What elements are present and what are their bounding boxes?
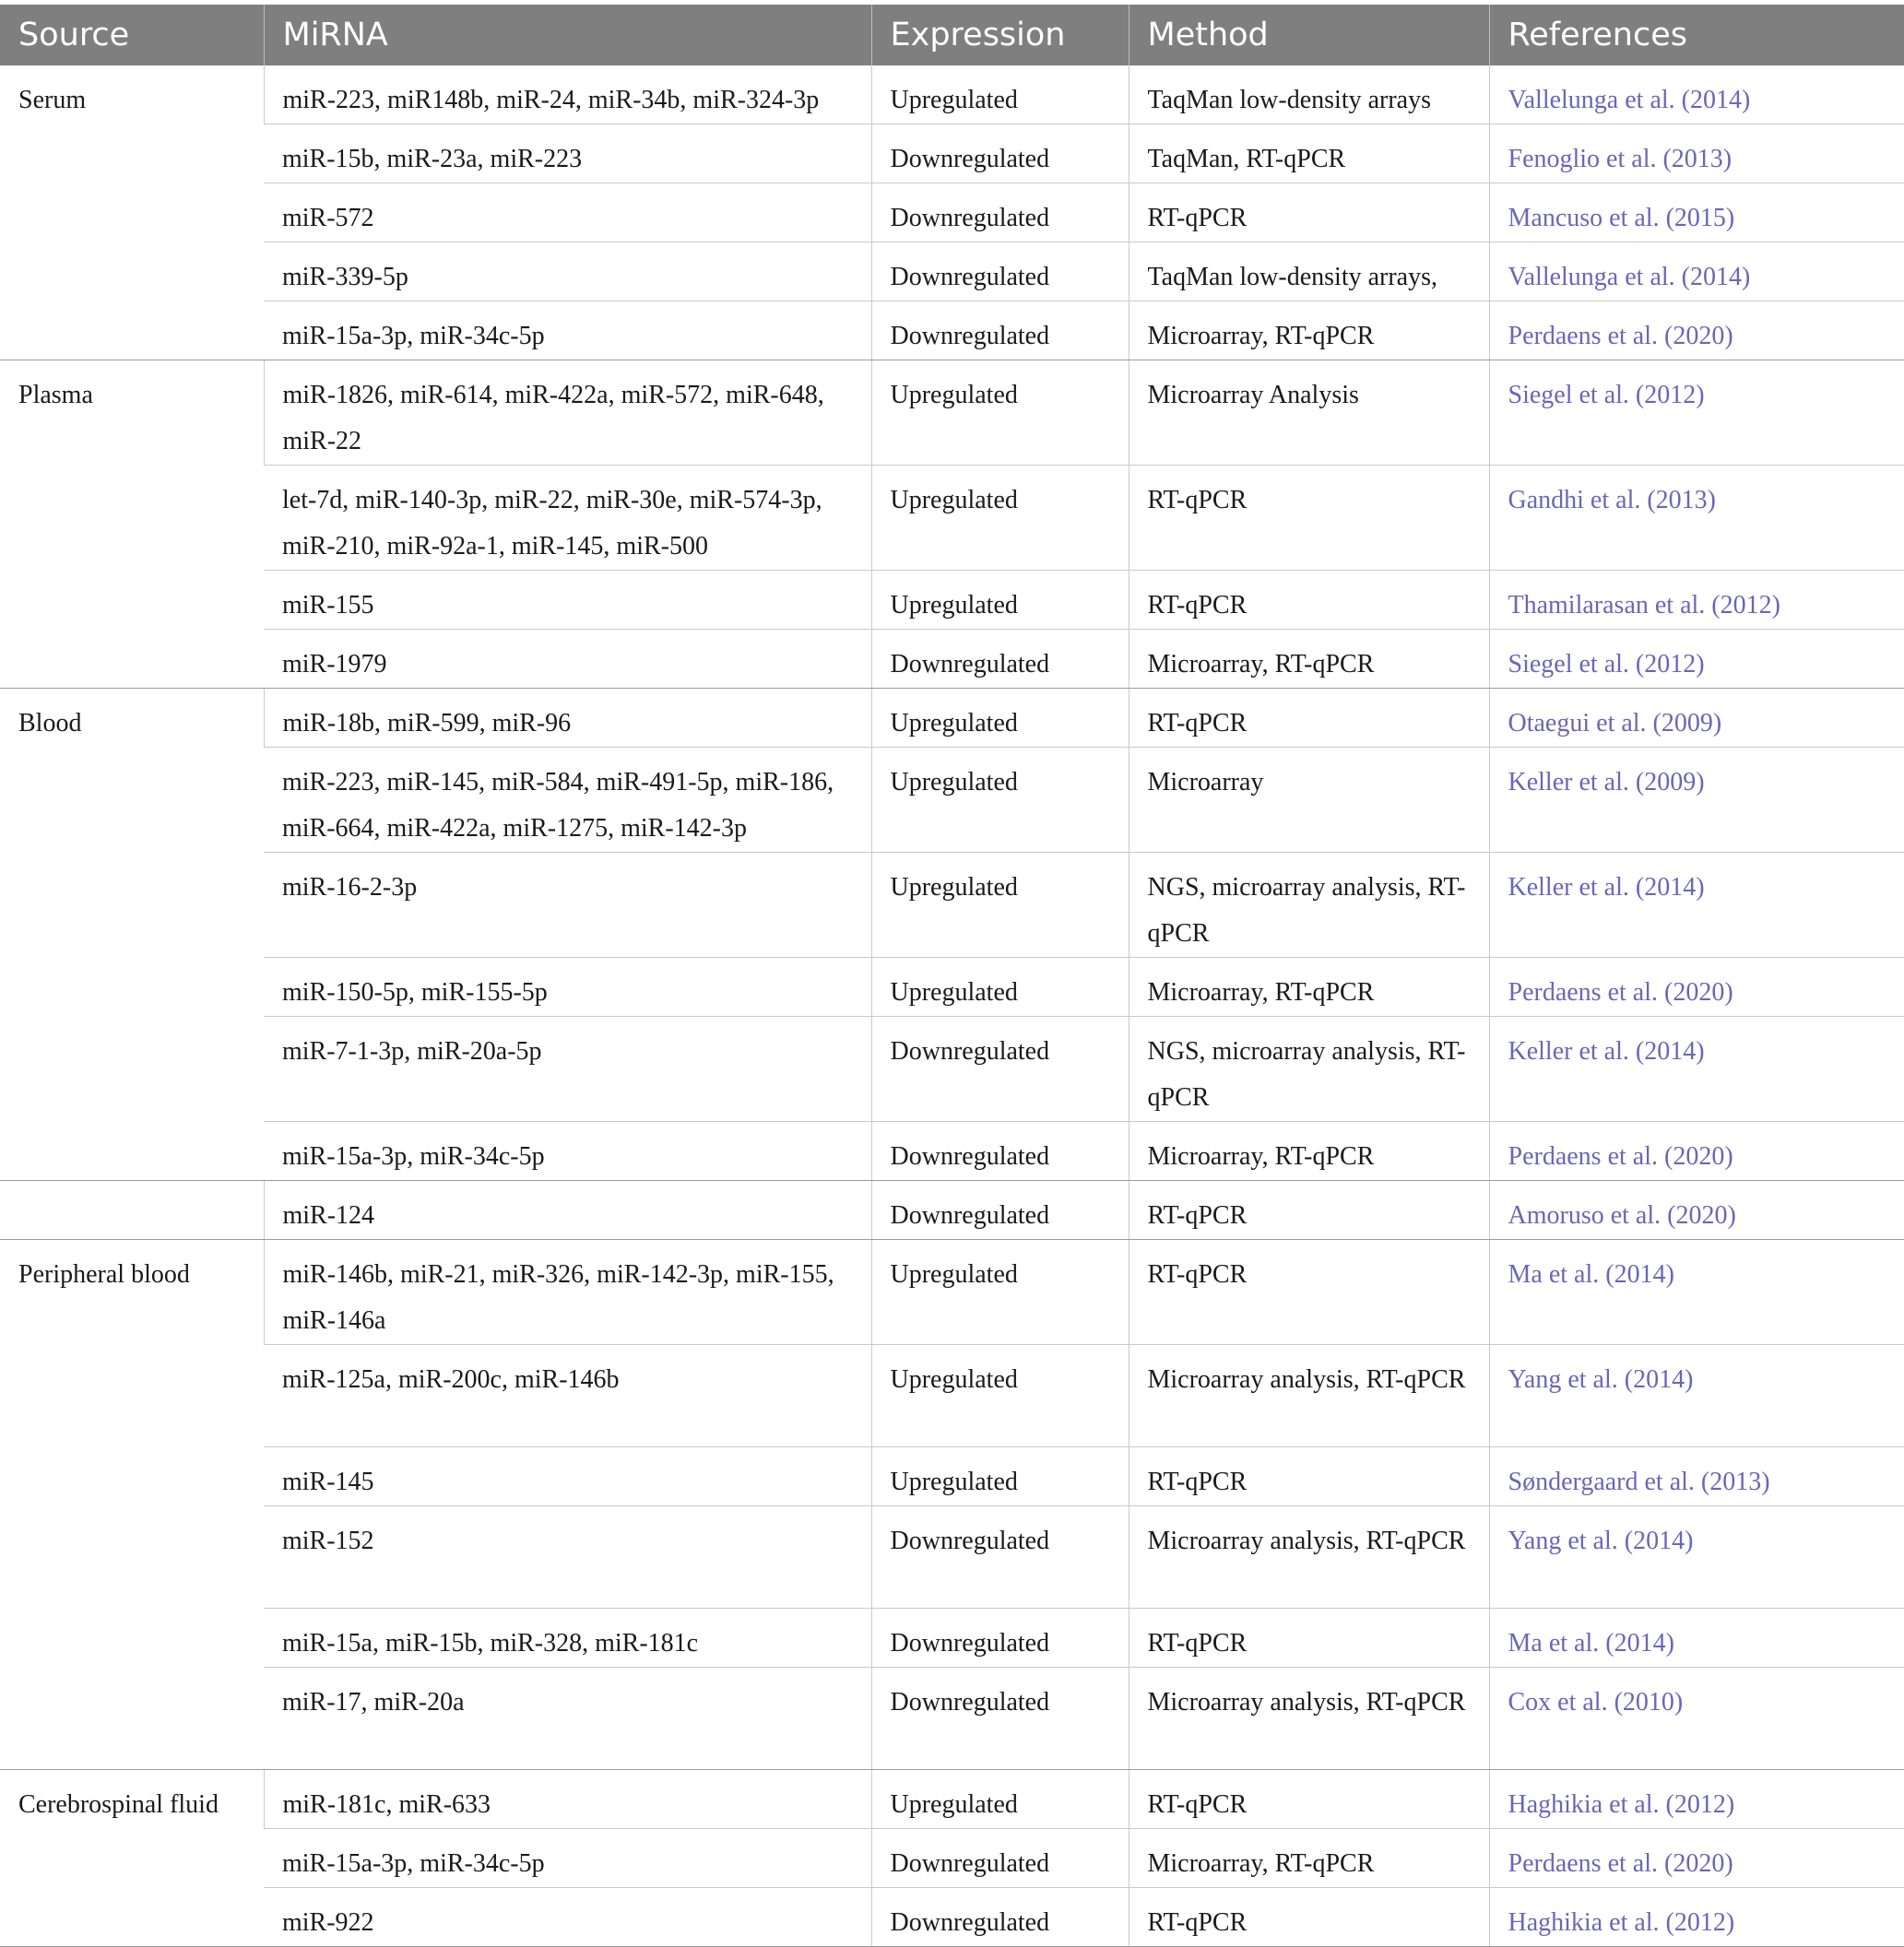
reference-link[interactable]: Vallelunga et al. (2014): [1489, 65, 1904, 124]
header-expression: Expression: [871, 5, 1129, 65]
table-row: [0, 958, 1904, 1017]
table-row: [0, 1609, 1904, 1668]
reference-link[interactable]: Cox et al. (2010): [1489, 1668, 1904, 1770]
header-row: [0, 5, 1904, 65]
table-row: [0, 1122, 1904, 1181]
method-cell: RT-qPCR: [1129, 1181, 1489, 1240]
mirna-cell: miR-125a, miR-200c, miR-146b: [264, 1345, 871, 1447]
table-row: [0, 1240, 1904, 1345]
source-cell: Serum: [0, 65, 264, 360]
reference-link[interactable]: Ma et al. (2014): [1489, 1240, 1904, 1345]
expression-cell: Downregulated: [871, 1506, 1129, 1609]
expression-cell: Upregulated: [871, 748, 1129, 853]
expression-cell: Downregulated: [871, 183, 1129, 242]
expression-cell: Downregulated: [871, 630, 1129, 689]
mirna-cell: miR-145: [264, 1447, 871, 1506]
table-row: [0, 571, 1904, 630]
reference-link[interactable]: Mancuso et al. (2015): [1489, 183, 1904, 242]
reference-link[interactable]: Ma et al. (2014): [1489, 1609, 1904, 1668]
mirna-cell: miR-17, miR-20a: [264, 1668, 871, 1770]
reference-link[interactable]: Thamilarasan et al. (2012): [1489, 571, 1904, 630]
method-cell: Microarray analysis, RT-qPCR: [1129, 1668, 1489, 1770]
expression-cell: Upregulated: [871, 360, 1129, 466]
expression-cell: Upregulated: [871, 1770, 1129, 1829]
method-cell: Microarray analysis, RT-qPCR: [1129, 1345, 1489, 1447]
expression-cell: Upregulated: [871, 689, 1129, 748]
table-row: [0, 183, 1904, 242]
mirna-cell: miR-15a-3p, miR-34c-5p: [264, 1829, 871, 1888]
mirna-cell: miR-16-2-3p: [264, 853, 871, 958]
table-row: [0, 124, 1904, 183]
method-cell: RT-qPCR: [1129, 1447, 1489, 1506]
mirna-cell: miR-7-1-3p, miR-20a-5p: [264, 1017, 871, 1122]
mirna-cell: miR-572: [264, 183, 871, 242]
expression-cell: Downregulated: [871, 1888, 1129, 1947]
expression-cell: Upregulated: [871, 853, 1129, 958]
expression-cell: Downregulated: [871, 242, 1129, 301]
table-row: [0, 466, 1904, 571]
mirna-cell: miR-124: [264, 1181, 871, 1240]
method-cell: RT-qPCR: [1129, 1609, 1489, 1668]
expression-cell: Upregulated: [871, 1447, 1129, 1506]
expression-cell: Upregulated: [871, 466, 1129, 571]
mirna-cell: miR-1826, miR-614, miR-422a, miR-572, miR-648, miR-22: [264, 360, 871, 466]
source-cell: [0, 1181, 264, 1240]
method-cell: Microarray, RT-qPCR: [1129, 1122, 1489, 1181]
reference-link[interactable]: Amoruso et al. (2020): [1489, 1181, 1904, 1240]
header-method: Method: [1129, 5, 1489, 65]
expression-cell: Downregulated: [871, 1017, 1129, 1122]
reference-link[interactable]: Yang et al. (2014): [1489, 1345, 1904, 1447]
mirna-cell: miR-15a, miR-15b, miR-328, miR-181c: [264, 1609, 871, 1668]
table-row: [0, 242, 1904, 301]
method-cell: Microarray, RT-qPCR: [1129, 301, 1489, 360]
reference-link[interactable]: Perdaens et al. (2020): [1489, 958, 1904, 1017]
method-cell: Microarray: [1129, 748, 1489, 853]
table-row: [0, 301, 1904, 360]
expression-cell: Downregulated: [871, 1181, 1129, 1240]
header-references: References: [1489, 5, 1904, 65]
table-row: [0, 1447, 1904, 1506]
expression-cell: Upregulated: [871, 1345, 1129, 1447]
mirna-cell: miR-922: [264, 1888, 871, 1947]
mirna-cell: let-7d, miR-140-3p, miR-22, miR-30e, miR-574-3p, miR-210, miR-92a-1, miR-145, miR-500: [264, 466, 871, 571]
reference-link[interactable]: Keller et al. (2009): [1489, 748, 1904, 853]
expression-cell: Downregulated: [871, 124, 1129, 183]
expression-cell: Upregulated: [871, 571, 1129, 630]
mirna-cell: miR-15b, miR-23a, miR-223: [264, 124, 871, 183]
mirna-cell: miR-223, miR148b, miR-24, miR-34b, miR-324-3p: [264, 65, 871, 124]
table-row: [0, 1017, 1904, 1122]
table-row: [0, 1888, 1904, 1947]
table-row: [0, 1770, 1904, 1829]
table-row: [0, 1506, 1904, 1609]
table-row: [0, 853, 1904, 958]
mirna-cell: miR-1979: [264, 630, 871, 689]
reference-link[interactable]: Keller et al. (2014): [1489, 853, 1904, 958]
method-cell: NGS, microarray analysis, RT-qPCR: [1129, 1017, 1489, 1122]
mirna-cell: miR-15a-3p, miR-34c-5p: [264, 1122, 871, 1181]
source-cell: Peripheral blood: [0, 1240, 264, 1770]
table-row: [0, 65, 1904, 124]
expression-cell: Downregulated: [871, 1122, 1129, 1181]
method-cell: NGS, microarray analysis, RT-qPCR: [1129, 853, 1489, 958]
reference-link[interactable]: Yang et al. (2014): [1489, 1506, 1904, 1609]
mirna-table: [0, 5, 1904, 1947]
table-row: [0, 748, 1904, 853]
method-cell: Microarray, RT-qPCR: [1129, 630, 1489, 689]
expression-cell: Downregulated: [871, 1829, 1129, 1888]
mirna-cell: miR-339-5p: [264, 242, 871, 301]
table-row: [0, 1345, 1904, 1447]
reference-link[interactable]: Vallelunga et al. (2014): [1489, 242, 1904, 301]
mirna-cell: miR-146b, miR-21, miR-326, miR-142-3p, miR-155, miR-146a: [264, 1240, 871, 1345]
mirna-cell: miR-155: [264, 571, 871, 630]
method-cell: RT-qPCR: [1129, 689, 1489, 748]
mirna-cell: miR-152: [264, 1506, 871, 1609]
reference-link[interactable]: Perdaens et al. (2020): [1489, 1122, 1904, 1181]
mirna-cell: miR-223, miR-145, miR-584, miR-491-5p, miR-186, miR-664, miR-422a, miR-1275, miR-142-3p: [264, 748, 871, 853]
method-cell: RT-qPCR: [1129, 1770, 1489, 1829]
method-cell: RT-qPCR: [1129, 1240, 1489, 1345]
header-mirna: MiRNA: [264, 5, 871, 65]
expression-cell: Upregulated: [871, 958, 1129, 1017]
method-cell: RT-qPCR: [1129, 1888, 1489, 1947]
method-cell: Microarray, RT-qPCR: [1129, 1829, 1489, 1888]
header-source: Source: [0, 5, 264, 65]
expression-cell: Upregulated: [871, 1240, 1129, 1345]
reference-link[interactable]: Perdaens et al. (2020): [1489, 301, 1904, 360]
expression-cell: Upregulated: [871, 65, 1129, 124]
method-cell: Microarray analysis, RT-qPCR: [1129, 1506, 1489, 1609]
reference-link[interactable]: Søndergaard et al. (2013): [1489, 1447, 1904, 1506]
reference-link[interactable]: Haghikia et al. (2012): [1489, 1770, 1904, 1829]
source-cell: Plasma: [0, 360, 264, 689]
reference-link[interactable]: Siegel et al. (2012): [1489, 360, 1904, 466]
mirna-cell: miR-18b, miR-599, miR-96: [264, 689, 871, 748]
mirna-cell: miR-15a-3p, miR-34c-5p: [264, 301, 871, 360]
method-cell: RT-qPCR: [1129, 571, 1489, 630]
table-row: [0, 689, 1904, 748]
reference-link[interactable]: Otaegui et al. (2009): [1489, 689, 1904, 748]
mirna-cell: miR-181c, miR-633: [264, 1770, 871, 1829]
reference-link[interactable]: Gandhi et al. (2013): [1489, 466, 1904, 571]
table-row: [0, 1668, 1904, 1770]
method-cell: TaqMan low-density arrays: [1129, 65, 1489, 124]
expression-cell: Downregulated: [871, 301, 1129, 360]
method-cell: RT-qPCR: [1129, 466, 1489, 571]
reference-link[interactable]: Keller et al. (2014): [1489, 1017, 1904, 1122]
method-cell: TaqMan, RT-qPCR: [1129, 124, 1489, 183]
method-cell: Microarray Analysis: [1129, 360, 1489, 466]
table-row: [0, 630, 1904, 689]
mirna-cell: miR-150-5p, miR-155-5p: [264, 958, 871, 1017]
reference-link[interactable]: Perdaens et al. (2020): [1489, 1829, 1904, 1888]
reference-link[interactable]: Haghikia et al. (2012): [1489, 1888, 1904, 1947]
method-cell: TaqMan low-density arrays,: [1129, 242, 1489, 301]
table-row: [0, 1829, 1904, 1888]
source-cell: Cerebrospinal fluid: [0, 1770, 264, 1947]
expression-cell: Downregulated: [871, 1668, 1129, 1770]
table-row: [0, 1181, 1904, 1240]
expression-cell: Downregulated: [871, 1609, 1129, 1668]
table-row: [0, 360, 1904, 466]
source-cell: Blood: [0, 689, 264, 1181]
reference-link[interactable]: Fenoglio et al. (2013): [1489, 124, 1904, 183]
method-cell: RT-qPCR: [1129, 183, 1489, 242]
method-cell: Microarray, RT-qPCR: [1129, 958, 1489, 1017]
reference-link[interactable]: Siegel et al. (2012): [1489, 630, 1904, 689]
